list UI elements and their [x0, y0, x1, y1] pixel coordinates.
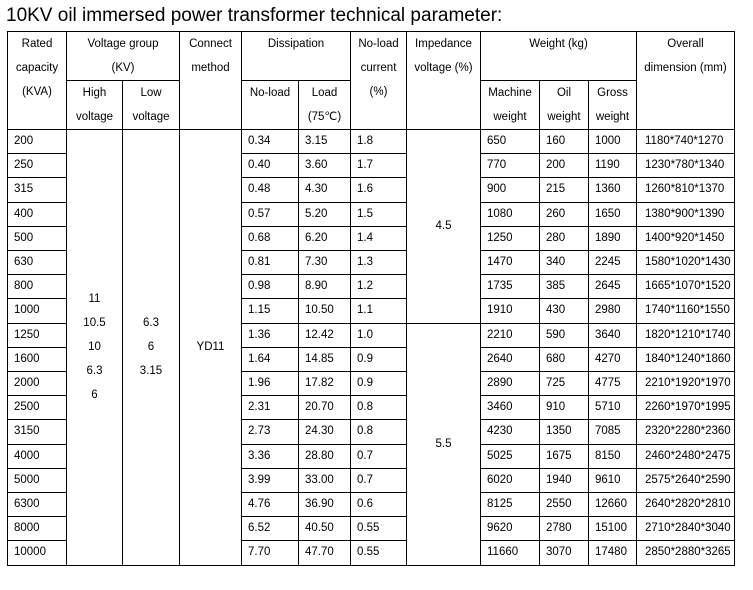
- connect-method-merged-cell: YD11: [180, 130, 242, 566]
- no-load-loss-cell: 7.70: [242, 541, 299, 565]
- machine-weight-cell: 2640: [481, 347, 540, 371]
- header-low-voltage: Low voltage: [123, 81, 180, 130]
- load-loss-cell: 10.50: [299, 299, 351, 323]
- oil-weight-cell: 200: [540, 154, 589, 178]
- machine-weight-cell: 5025: [481, 444, 540, 468]
- oil-weight-cell: 1940: [540, 468, 589, 492]
- header-rated-capacity: Rated capacity (KVA): [8, 32, 67, 130]
- no-load-current-cell: 0.7: [351, 468, 407, 492]
- rated-capacity-cell: 1250: [8, 323, 67, 347]
- header-load: Load (75℃): [299, 81, 351, 130]
- gross-weight-cell: 2245: [589, 251, 637, 275]
- impedance-group1-cell: 4.5: [407, 130, 481, 324]
- no-load-loss-cell: 0.48: [242, 178, 299, 202]
- no-load-current-cell: 0.55: [351, 541, 407, 565]
- overall-dimension-cell: 1260*810*1370: [637, 178, 735, 202]
- machine-weight-cell: 770: [481, 154, 540, 178]
- gross-weight-cell: 17480: [589, 541, 637, 565]
- no-load-loss-cell: 0.98: [242, 275, 299, 299]
- rated-capacity-cell: 8000: [8, 517, 67, 541]
- load-loss-cell: 3.60: [299, 154, 351, 178]
- gross-weight-cell: 2980: [589, 299, 637, 323]
- gross-weight-cell: 1000: [589, 130, 637, 154]
- impedance-group2-cell: 5.5: [407, 323, 481, 565]
- gross-weight-cell: 2645: [589, 275, 637, 299]
- header-no-load-current: No-load current (%): [351, 32, 407, 130]
- rated-capacity-cell: 2000: [8, 372, 67, 396]
- header-high-voltage: High voltage: [67, 81, 123, 130]
- no-load-loss-cell: 2.31: [242, 396, 299, 420]
- header-voltage-group: Voltage group (KV): [67, 32, 180, 81]
- no-load-current-cell: 0.7: [351, 444, 407, 468]
- machine-weight-cell: 11660: [481, 541, 540, 565]
- oil-weight-cell: 2780: [540, 517, 589, 541]
- no-load-current-cell: 1.4: [351, 226, 407, 250]
- no-load-loss-cell: 2.73: [242, 420, 299, 444]
- oil-weight-cell: 280: [540, 226, 589, 250]
- gross-weight-cell: 1190: [589, 154, 637, 178]
- rated-capacity-cell: 2500: [8, 396, 67, 420]
- oil-weight-cell: 385: [540, 275, 589, 299]
- oil-weight-cell: 3070: [540, 541, 589, 565]
- oil-weight-cell: 1675: [540, 444, 589, 468]
- machine-weight-cell: 1910: [481, 299, 540, 323]
- machine-weight-cell: 2890: [481, 372, 540, 396]
- load-loss-cell: 20.70: [299, 396, 351, 420]
- no-load-loss-cell: 3.36: [242, 444, 299, 468]
- no-load-current-cell: 1.8: [351, 130, 407, 154]
- oil-weight-cell: 590: [540, 323, 589, 347]
- no-load-loss-cell: 6.52: [242, 517, 299, 541]
- no-load-loss-cell: 0.34: [242, 130, 299, 154]
- rated-capacity-cell: 630: [8, 251, 67, 275]
- rated-capacity-cell: 3150: [8, 420, 67, 444]
- no-load-loss-cell: 1.64: [242, 347, 299, 371]
- machine-weight-cell: 9620: [481, 517, 540, 541]
- no-load-current-cell: 1.3: [351, 251, 407, 275]
- load-loss-cell: 24.30: [299, 420, 351, 444]
- table-row: [8, 130, 735, 154]
- no-load-loss-cell: 0.68: [242, 226, 299, 250]
- overall-dimension-cell: 2850*2880*3265: [637, 541, 735, 565]
- gross-weight-cell: 8150: [589, 444, 637, 468]
- overall-dimension-cell: 1665*1070*1520: [637, 275, 735, 299]
- oil-weight-cell: 160: [540, 130, 589, 154]
- gross-weight-cell: 4775: [589, 372, 637, 396]
- gross-weight-cell: 1360: [589, 178, 637, 202]
- no-load-loss-cell: 1.15: [242, 299, 299, 323]
- oil-weight-cell: 1350: [540, 420, 589, 444]
- overall-dimension-cell: 2640*2820*2810: [637, 493, 735, 517]
- no-load-current-cell: 0.8: [351, 420, 407, 444]
- gross-weight-cell: 1890: [589, 226, 637, 250]
- overall-dimension-cell: 1230*780*1340: [637, 154, 735, 178]
- oil-weight-cell: 680: [540, 347, 589, 371]
- load-loss-cell: 33.00: [299, 468, 351, 492]
- load-loss-cell: 40.50: [299, 517, 351, 541]
- machine-weight-cell: 1735: [481, 275, 540, 299]
- machine-weight-cell: 4230: [481, 420, 540, 444]
- no-load-current-cell: 0.8: [351, 396, 407, 420]
- overall-dimension-cell: 1740*1160*1550: [637, 299, 735, 323]
- machine-weight-cell: 1250: [481, 226, 540, 250]
- header-no-load: No-load: [242, 81, 299, 130]
- rated-capacity-cell: 200: [8, 130, 67, 154]
- header-overall-dimension: Overall dimension (mm): [637, 32, 735, 130]
- overall-dimension-cell: 1820*1210*1740: [637, 323, 735, 347]
- header-oil-weight: Oil weight: [540, 81, 589, 130]
- rated-capacity-cell: 5000: [8, 468, 67, 492]
- machine-weight-cell: 1080: [481, 202, 540, 226]
- machine-weight-cell: 1470: [481, 251, 540, 275]
- load-loss-cell: 47.70: [299, 541, 351, 565]
- header-connect-method: Connect method: [180, 32, 242, 130]
- header-weight: Weight (kg): [481, 32, 637, 81]
- load-loss-cell: 14.85: [299, 347, 351, 371]
- load-loss-cell: 8.90: [299, 275, 351, 299]
- no-load-current-cell: 0.9: [351, 347, 407, 371]
- parameter-table: [7, 31, 735, 566]
- oil-weight-cell: 430: [540, 299, 589, 323]
- no-load-loss-cell: 1.36: [242, 323, 299, 347]
- load-loss-cell: 17.82: [299, 372, 351, 396]
- no-load-loss-cell: 3.99: [242, 468, 299, 492]
- rated-capacity-cell: 4000: [8, 444, 67, 468]
- high-voltage-merged-cell: 11 10.5 10 6.3 6: [67, 130, 123, 566]
- no-load-current-cell: 1.7: [351, 154, 407, 178]
- load-loss-cell: 6.20: [299, 226, 351, 250]
- gross-weight-cell: 5710: [589, 396, 637, 420]
- rated-capacity-cell: 1600: [8, 347, 67, 371]
- page-title: 10KV oil immersed power transformer technical parameter:: [6, 5, 503, 26]
- overall-dimension-cell: 1400*920*1450: [637, 226, 735, 250]
- no-load-current-cell: 1.5: [351, 202, 407, 226]
- load-loss-cell: 5.20: [299, 202, 351, 226]
- machine-weight-cell: 900: [481, 178, 540, 202]
- low-voltage-merged-cell: 6.3 6 3.15: [123, 130, 180, 566]
- header-gross-weight: Gross weight: [589, 81, 637, 130]
- rated-capacity-cell: 500: [8, 226, 67, 250]
- no-load-loss-cell: 0.40: [242, 154, 299, 178]
- gross-weight-cell: 1650: [589, 202, 637, 226]
- overall-dimension-cell: 1840*1240*1860: [637, 347, 735, 371]
- oil-weight-cell: 215: [540, 178, 589, 202]
- rated-capacity-cell: 800: [8, 275, 67, 299]
- gross-weight-cell: 7085: [589, 420, 637, 444]
- no-load-current-cell: 1.1: [351, 299, 407, 323]
- load-loss-cell: 28.80: [299, 444, 351, 468]
- header-impedance-voltage: Impedance voltage (%): [407, 32, 481, 130]
- no-load-loss-cell: 0.81: [242, 251, 299, 275]
- overall-dimension-cell: 2210*1920*1970: [637, 372, 735, 396]
- machine-weight-cell: 3460: [481, 396, 540, 420]
- no-load-loss-cell: 0.57: [242, 202, 299, 226]
- rated-capacity-cell: 400: [8, 202, 67, 226]
- no-load-current-cell: 0.6: [351, 493, 407, 517]
- overall-dimension-cell: 1580*1020*1430: [637, 251, 735, 275]
- oil-weight-cell: 725: [540, 372, 589, 396]
- no-load-current-cell: 0.55: [351, 517, 407, 541]
- header-machine-weight: Machine weight: [481, 81, 540, 130]
- overall-dimension-cell: 1380*900*1390: [637, 202, 735, 226]
- rated-capacity-cell: 1000: [8, 299, 67, 323]
- rated-capacity-cell: 6300: [8, 493, 67, 517]
- overall-dimension-cell: 2320*2280*2360: [637, 420, 735, 444]
- oil-weight-cell: 260: [540, 202, 589, 226]
- no-load-loss-cell: 4.76: [242, 493, 299, 517]
- no-load-current-cell: 0.9: [351, 372, 407, 396]
- machine-weight-cell: 8125: [481, 493, 540, 517]
- no-load-current-cell: 1.0: [351, 323, 407, 347]
- rated-capacity-cell: 315: [8, 178, 67, 202]
- load-loss-cell: 36.90: [299, 493, 351, 517]
- gross-weight-cell: 3640: [589, 323, 637, 347]
- gross-weight-cell: 12660: [589, 493, 637, 517]
- overall-dimension-cell: 1180*740*1270: [637, 130, 735, 154]
- gross-weight-cell: 4270: [589, 347, 637, 371]
- load-loss-cell: 4.30: [299, 178, 351, 202]
- overall-dimension-cell: 2260*1970*1995: [637, 396, 735, 420]
- machine-weight-cell: 650: [481, 130, 540, 154]
- rated-capacity-cell: 250: [8, 154, 67, 178]
- load-loss-cell: 3.15: [299, 130, 351, 154]
- oil-weight-cell: 2550: [540, 493, 589, 517]
- overall-dimension-cell: 2710*2840*3040: [637, 517, 735, 541]
- overall-dimension-cell: 2460*2480*2475: [637, 444, 735, 468]
- rated-capacity-cell: 10000: [8, 541, 67, 565]
- no-load-current-cell: 1.2: [351, 275, 407, 299]
- oil-weight-cell: 910: [540, 396, 589, 420]
- no-load-current-cell: 1.6: [351, 178, 407, 202]
- machine-weight-cell: 2210: [481, 323, 540, 347]
- oil-weight-cell: 340: [540, 251, 589, 275]
- overall-dimension-cell: 2575*2640*2590: [637, 468, 735, 492]
- gross-weight-cell: 15100: [589, 517, 637, 541]
- header-dissipation: Dissipation: [242, 32, 351, 81]
- load-loss-cell: 12.42: [299, 323, 351, 347]
- no-load-loss-cell: 1.96: [242, 372, 299, 396]
- machine-weight-cell: 6020: [481, 468, 540, 492]
- load-loss-cell: 7.30: [299, 251, 351, 275]
- gross-weight-cell: 9610: [589, 468, 637, 492]
